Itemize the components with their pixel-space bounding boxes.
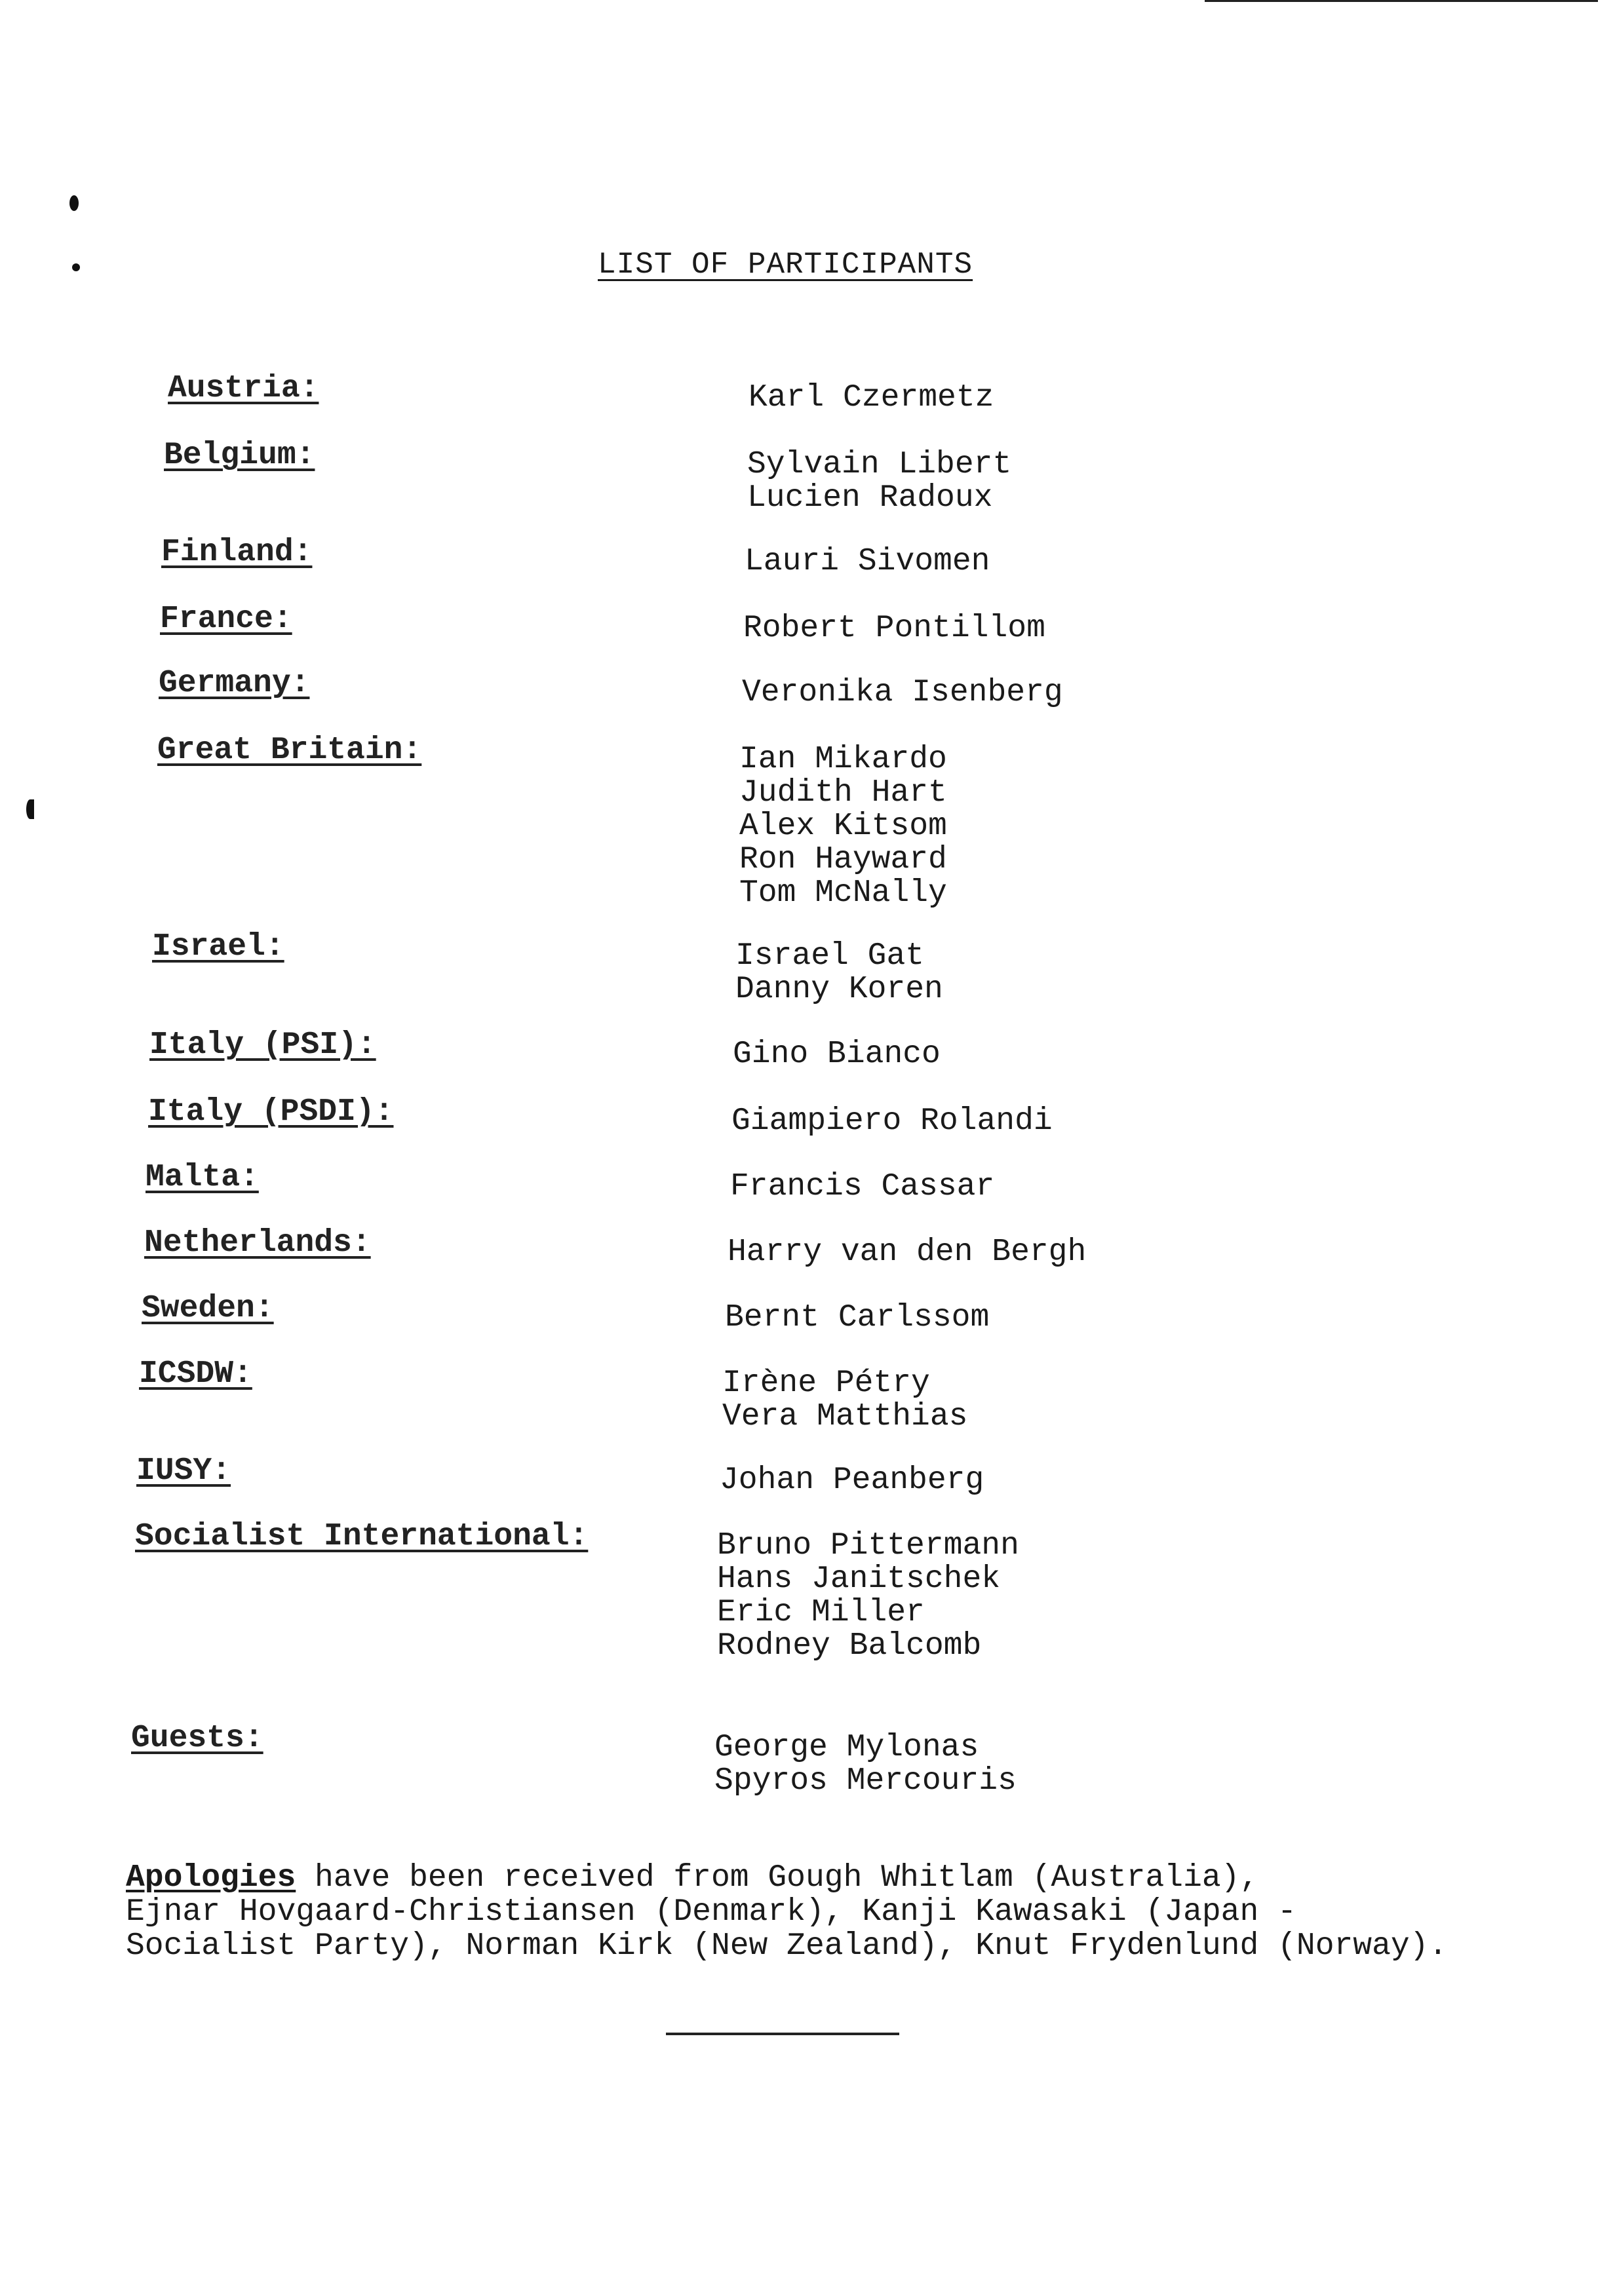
- participant-name: George Mylonas: [714, 1730, 979, 1765]
- participant-names: [731, 1105, 1053, 1138]
- participant-name: Spyros Mercouris: [714, 1763, 1017, 1799]
- country-label: Guests:: [131, 1721, 263, 1756]
- country-label: Finland:: [161, 535, 313, 570]
- participant-name: Sylvain Libert: [747, 447, 1012, 482]
- country-label: IUSY:: [136, 1453, 231, 1489]
- apologies-line: [126, 1861, 1515, 1895]
- participant-names: [725, 1301, 989, 1335]
- participant-name: Tom McNally: [739, 875, 947, 911]
- country-label: Austria:: [168, 371, 319, 406]
- country-label: Great Britain:: [157, 733, 422, 768]
- participant-names: [722, 1367, 967, 1434]
- participant-name: Danny Koren: [735, 972, 943, 1007]
- country-label: Netherlands:: [144, 1225, 371, 1261]
- participant-name: Karl Czermetz: [749, 380, 994, 415]
- participant-name: Lauri Sivomen: [745, 544, 990, 579]
- participant-names: [714, 1731, 1017, 1798]
- punch-mark: [26, 799, 34, 819]
- top-edge-rule: [1205, 0, 1598, 2]
- participant-name: Veronika Isenberg: [742, 675, 1063, 710]
- participant-name: Israel Gat: [735, 938, 925, 974]
- participant-names: [749, 381, 994, 415]
- punch-mark: [72, 263, 80, 271]
- participant-name: Bernt Carlssom: [725, 1300, 990, 1335]
- participant-name: Robert Pontillom: [743, 611, 1045, 646]
- country-label: Belgium:: [164, 438, 315, 473]
- participant-name: Bruno Pittermann: [717, 1528, 1019, 1563]
- country-label: Malta:: [146, 1160, 259, 1195]
- apologies-line: Ejnar Hovgaard-Christiansen (Denmark), Kanji Kawasaki (Japan -: [126, 1894, 1296, 1930]
- apologies-line-1-text: have been received from Gough Whitlam (Australia),: [296, 1860, 1259, 1896]
- country-label: Germany:: [159, 666, 310, 701]
- apologies-line: Socialist Party), Norman Kirk (New Zealand), Knut Frydenlund (Norway).: [126, 1928, 1448, 1964]
- closing-rule: [666, 2033, 899, 2035]
- punch-mark: [69, 195, 79, 211]
- country-label: ICSDW:: [139, 1356, 252, 1392]
- country-label: Socialist International:: [135, 1519, 589, 1554]
- participant-names: [730, 1170, 994, 1204]
- participant-names: [747, 448, 1011, 515]
- participant-name: Ron Hayward: [739, 842, 947, 877]
- apologies-paragraph: [126, 1861, 1515, 1963]
- participant-name: Johan Peanberg: [720, 1463, 984, 1498]
- participant-names: [717, 1529, 1019, 1663]
- participant-names: [743, 612, 1045, 645]
- country-label: Italy (PSI):: [149, 1027, 376, 1063]
- participant-name: Francis Cassar: [730, 1169, 995, 1204]
- country-label: France:: [160, 602, 292, 637]
- participant-names: [745, 545, 990, 579]
- country-label: Sweden:: [142, 1291, 274, 1326]
- page-title: LIST OF PARTICIPANTS: [598, 248, 973, 282]
- participant-name: Harry van den Bergh: [728, 1234, 1087, 1270]
- participant-names: [742, 676, 1063, 710]
- participant-name: Giampiero Rolandi: [731, 1103, 1053, 1139]
- participant-names: [728, 1236, 1086, 1269]
- country-label: Italy (PSDI):: [148, 1094, 394, 1130]
- participant-name: Alex Kitsom: [739, 809, 947, 844]
- participant-names: [739, 743, 947, 910]
- participant-name: Rodney Balcomb: [717, 1628, 982, 1664]
- country-label: Israel:: [152, 929, 284, 965]
- participant-name: Judith Hart: [739, 775, 947, 811]
- participant-name: Gino Bianco: [733, 1037, 941, 1072]
- participant-name: Irène Pétry: [722, 1366, 930, 1401]
- apologies-heading: Apologies: [126, 1860, 296, 1896]
- participant-names: [735, 940, 943, 1006]
- participant-name: Hans Janitschek: [717, 1561, 1001, 1597]
- participant-names: [720, 1464, 984, 1497]
- participant-name: Lucien Radoux: [747, 480, 993, 516]
- participant-names: [733, 1038, 941, 1071]
- participant-name: Ian Mikardo: [739, 742, 947, 777]
- participant-name: Vera Matthias: [722, 1399, 968, 1434]
- participant-name: Eric Miller: [717, 1595, 925, 1630]
